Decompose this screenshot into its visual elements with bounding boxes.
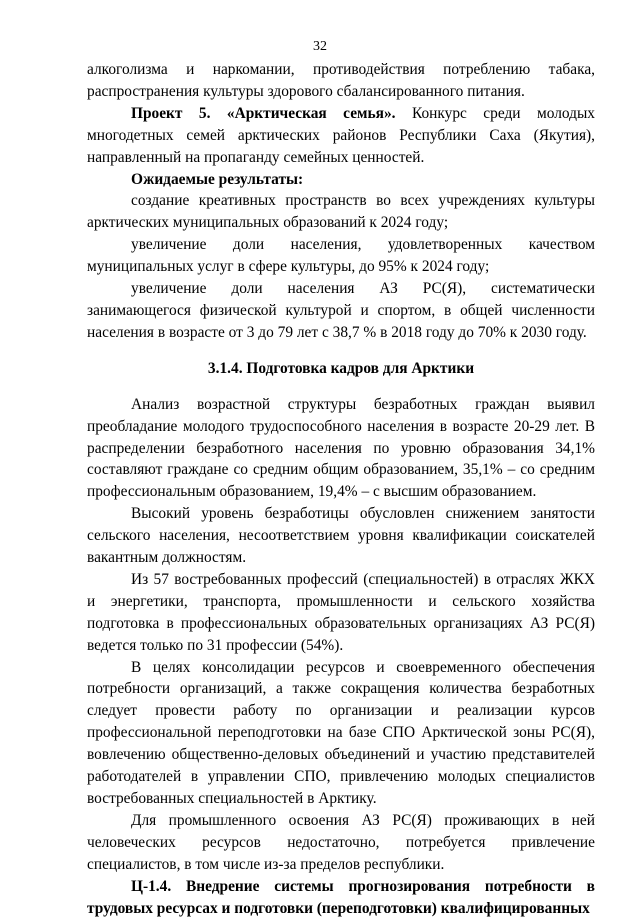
results-heading: Ожидаемые результаты: — [131, 170, 304, 188]
project-5-text: Конкурс среди молодых многодетных семей арктических районов Республики Саха (Якутия), направленный на пропаганду семейных ценностей. — [87, 104, 595, 166]
continuation-line-2: распространения культуры здорового сбалансированного питания. — [87, 82, 525, 100]
project-5-title: Проект 5. «Арктическая семья». — [131, 104, 396, 122]
section-heading: 3.1.4. Подготовка кадров для Арктики — [207, 359, 475, 377]
task-heading: Ц-1.4. Внедрение системы прогнозирования потребности в трудовых ресурсах и подготовки (переподготовки) квалифицированных — [87, 877, 595, 917]
body-paragraph: Анализ возрастной структуры безработных граждан выявил преобладание молодого трудоспособного населения в возрасте 20-29 лет. В распределении безработного населения по уровню образования 34,1% составляют граждане со средним общим образованием, 35,1% – со средним профессиональным образованием, 19,4% – с высшим образованием. — [87, 395, 595, 501]
body-paragraph: В целях консолидации ресурсов и своевременного обеспечения потребности организаций, а также сокращения количества безработных следует провести работу по организации и реализации курсов профессиональной переподготовки на базе СПО Арктической зоны РС(Я), вовлечению общественно-деловых объединений и участию представителей работодателей в управлении СПО, привлечению молодых специалистов востребованных специальностей в Арктику. — [87, 658, 595, 807]
project-5-paragraph — [87, 103, 595, 169]
body-paragraph: Для промышленного освоения АЗ РС(Я) проживающих в ней человеческих ресурсов недостаточно, потребуется привлечение специалистов, в том числе из-за пределов республики. — [87, 811, 595, 873]
result-item: увеличение доли населения, удовлетворенных качеством муниципальных услуг в сфере культуры, до 95% к 2024 году; — [87, 236, 595, 276]
result-item: увеличение доли населения АЗ РС(Я), систематически занимающегося физической культурой и спортом, в общей численности населения в возрасте от 3 до 79 лет с 38,7 % в 2018 году до 70% к 2030 году. — [87, 280, 595, 341]
result-item: создание креативных пространств во всех учреждениях культуры арктических муниципальных образований к 2024 году; — [87, 192, 595, 232]
page-content — [87, 59, 595, 919]
body-paragraph: Из 57 востребованных профессий (специальностей) в отраслях ЖКХ и энергетики, транспорта, промышленности и сельского хозяйства подготовка в профессиональных образовательных организациях АЗ РС(Я) ведется только по 31 профессии (54%). — [87, 570, 595, 654]
body-paragraph: Высокий уровень безработицы обусловлен снижением занятости сельского населения, несоответствием уровня квалификации соискателей вакантным должностям. — [87, 505, 595, 567]
continuation-line-1: алкоголизма и наркомании, противодействия потреблению табака, — [87, 61, 595, 78]
page-number: 32 — [313, 39, 327, 54]
